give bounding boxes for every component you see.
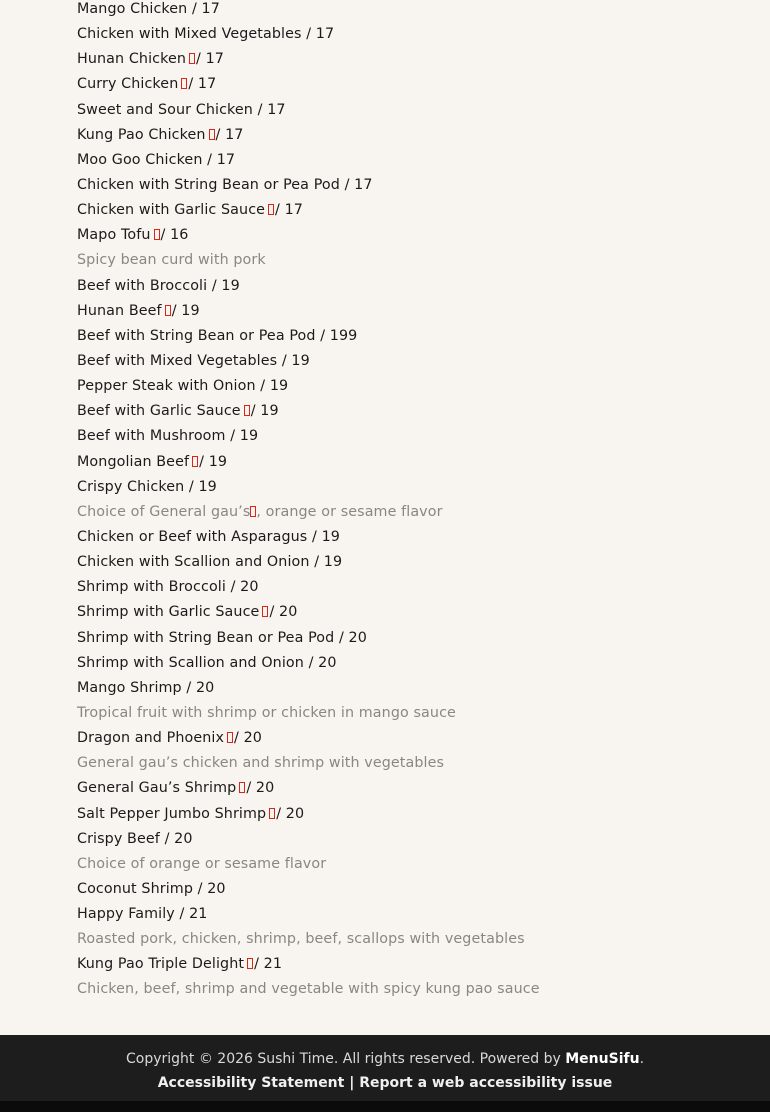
price-separator: / xyxy=(191,1,202,17)
price-separator: / xyxy=(171,302,182,319)
menu-item xyxy=(77,324,757,349)
menu-item-description xyxy=(77,500,757,525)
pepper-icon xyxy=(192,456,198,467)
menu-item-name: Hunan Chicken xyxy=(77,51,187,68)
price-separator: / xyxy=(306,26,316,43)
menu-item xyxy=(77,299,757,324)
menu-item-price: 19 xyxy=(260,403,279,420)
menu-item xyxy=(77,651,757,676)
menu-item-price: 20 xyxy=(285,805,305,822)
footer-separator: | xyxy=(344,1075,360,1091)
menu-item-name: Chicken or Beef with Asparagus xyxy=(77,528,308,545)
description-text: Roasted pork, chicken, shrimp, beef, scallops with vegetables xyxy=(77,931,525,948)
bottom-strip xyxy=(0,1101,770,1112)
menu-item-price: 19 xyxy=(181,302,200,319)
price-separator: / xyxy=(160,227,171,244)
menu-item-name: Kung Pao Chicken xyxy=(77,126,206,143)
menu-item xyxy=(77,274,757,299)
menu-item-name: Beef with Broccoli xyxy=(77,277,208,294)
price-separator: / xyxy=(230,579,241,596)
menu-item-name: Shrimp with String Bean or Pea Pod xyxy=(77,629,335,646)
menu-item xyxy=(77,72,757,97)
menu-item-name: Beef with String Bean or Pea Pod xyxy=(77,327,316,344)
menu-item-name: Pepper Steak with Onion xyxy=(77,378,256,395)
pepper-icon xyxy=(209,129,215,140)
menu-item-name: Chicken with String Bean or Pea Pod xyxy=(77,176,340,193)
menu-item-price: 199 xyxy=(329,327,358,344)
price-separator: / xyxy=(308,654,319,671)
pepper-icon xyxy=(189,53,195,64)
menu-item-description xyxy=(77,701,757,726)
menu-item-price: 17 xyxy=(197,76,217,93)
menu-item-price: 20 xyxy=(243,730,263,747)
menu-item-price: 20 xyxy=(348,629,367,646)
menu-item-name: Mapo Tofu xyxy=(77,227,151,244)
pepper-icon xyxy=(165,305,171,316)
menu-item-price: 20 xyxy=(174,830,193,847)
menu-item-price: 17 xyxy=(216,151,236,168)
menu-item xyxy=(77,123,757,148)
menu-item xyxy=(77,374,757,399)
menu-item-name: Kung Pao Triple Delight xyxy=(77,956,245,973)
copyright-period: . xyxy=(639,1051,645,1067)
price-separator: / xyxy=(179,906,190,923)
menu-item xyxy=(77,349,757,374)
menu-item-name: Hunan Beef xyxy=(77,302,162,319)
menu-item-price: 19 xyxy=(208,453,228,470)
menu-item-name: Dragon and Phoenix xyxy=(77,730,225,747)
menu-item-name: Chicken with Garlic Sauce xyxy=(77,202,266,219)
menu-item-price: 21 xyxy=(189,906,208,923)
menu-item-price: 19 xyxy=(291,352,310,369)
menu-item xyxy=(77,902,757,927)
menu-item-name: Mongolian Beef xyxy=(77,453,190,470)
menu-item-name: Shrimp with Garlic Sauce xyxy=(77,604,260,621)
menu-item xyxy=(77,776,757,801)
menu-item xyxy=(77,198,757,223)
menu-item-price: 17 xyxy=(284,202,304,219)
price-separator: / xyxy=(314,554,324,571)
pepper-icon xyxy=(227,732,233,743)
menu-item-name: Beef with Garlic Sauce xyxy=(77,403,241,420)
description-text: Tropical fruit with shrimp or chicken in mango sauce xyxy=(77,704,456,721)
menu-item xyxy=(77,450,757,475)
description-text: Choice of General gau’s xyxy=(77,503,251,520)
price-separator: / xyxy=(276,805,286,822)
menusifu-link[interactable]: MenuSifu xyxy=(565,1051,640,1067)
menu-item-name: Crispy Chicken xyxy=(77,478,185,495)
price-separator: / xyxy=(211,277,222,294)
menu-item xyxy=(77,676,757,701)
menu-item-price: 17 xyxy=(267,101,286,118)
menu-item-description xyxy=(77,927,757,952)
price-separator: / xyxy=(196,51,206,68)
menu-item-price: 19 xyxy=(221,277,240,294)
price-separator: / xyxy=(188,76,198,93)
pepper-icon xyxy=(269,808,275,819)
menu-item-price: 17 xyxy=(354,176,373,193)
menu-item-price: 20 xyxy=(195,679,215,696)
menu-item xyxy=(77,173,757,198)
menu-item xyxy=(77,399,757,424)
menu-item xyxy=(77,827,757,852)
menu-item-price: 19 xyxy=(198,478,217,495)
menu-item-description xyxy=(77,751,757,776)
price-separator: / xyxy=(275,202,285,219)
price-separator: / xyxy=(338,629,349,646)
menu-list xyxy=(77,0,757,1003)
menu-item-price: 20 xyxy=(318,654,337,671)
description-text: General gau’s chicken and shrimp with vegetables xyxy=(77,755,445,772)
menu-item-description xyxy=(77,248,757,273)
pepper-icon xyxy=(247,958,253,969)
menu-item xyxy=(77,525,757,550)
menu-item-price: 17 xyxy=(205,51,225,68)
price-separator: / xyxy=(312,528,322,545)
menu-item-name: Beef with Mushroom xyxy=(77,428,226,445)
menu-item-price: 20 xyxy=(255,780,275,797)
pepper-icon xyxy=(262,606,268,617)
menu-item xyxy=(77,98,757,123)
menu-item-name: Mango Chicken xyxy=(77,1,188,17)
menu-item-price: 19 xyxy=(323,554,343,571)
menu-item xyxy=(77,475,757,500)
pepper-icon xyxy=(244,405,250,416)
pepper-icon xyxy=(268,204,274,215)
pepper-icon xyxy=(181,78,187,89)
price-separator: / xyxy=(254,956,264,973)
price-separator: / xyxy=(344,176,355,193)
menu-item xyxy=(77,424,757,449)
accessibility-line xyxy=(0,1075,770,1091)
menu-item-name: Shrimp with Broccoli xyxy=(77,579,226,596)
price-separator: / xyxy=(188,478,199,495)
price-separator: / xyxy=(234,730,244,747)
menu-item-name: Shrimp with Scallion and Onion xyxy=(77,654,304,671)
menu-item xyxy=(77,726,757,751)
price-separator: / xyxy=(199,453,209,470)
menu-item xyxy=(77,877,757,902)
price-separator: / xyxy=(215,126,226,143)
menu-item-price: 19 xyxy=(239,428,259,445)
menu-item xyxy=(77,802,757,827)
menu-item-name: Moo Goo Chicken xyxy=(77,151,203,168)
menu-item-price: 20 xyxy=(207,880,226,897)
menu-item-price: 16 xyxy=(170,227,189,244)
menu-item xyxy=(77,952,757,977)
menu-item xyxy=(77,550,757,575)
menu-item-name: Sweet and Sour Chicken xyxy=(77,101,253,118)
menu-item-name: Chicken with Mixed Vegetables xyxy=(77,26,302,43)
menu-item-name: Happy Family xyxy=(77,906,175,923)
copyright-line xyxy=(0,1051,770,1067)
pepper-icon xyxy=(239,782,245,793)
menu-item xyxy=(77,0,757,22)
price-separator: / xyxy=(250,403,261,420)
menu-item xyxy=(77,223,757,248)
menu-item-price: 20 xyxy=(279,604,298,621)
report-accessibility-issue-link[interactable]: Report a web accessibility issue xyxy=(359,1075,613,1091)
pepper-icon xyxy=(154,229,160,240)
menu-item xyxy=(77,600,757,625)
menu-item-name: Coconut Shrimp xyxy=(77,880,193,897)
price-separator: / xyxy=(186,679,196,696)
menu-item-price: 19 xyxy=(269,378,289,395)
menu-item-name: Beef with Mixed Vegetables xyxy=(77,352,278,369)
menu-item xyxy=(77,148,757,173)
menu-item-name: Salt Pepper Jumbo Shrimp xyxy=(77,805,267,822)
price-separator: / xyxy=(230,428,240,445)
price-separator: / xyxy=(257,101,268,118)
menu-item-price: 17 xyxy=(225,126,244,143)
price-separator: / xyxy=(207,151,217,168)
menu-item-price: 19 xyxy=(321,528,340,545)
menu-item-price: 20 xyxy=(240,579,259,596)
price-separator: / xyxy=(197,880,208,897)
description-text-after: , orange or sesame flavor xyxy=(256,503,443,520)
price-separator: / xyxy=(281,352,292,369)
description-text: Choice of orange or sesame flavor xyxy=(77,855,327,872)
footer xyxy=(0,1035,770,1101)
menu-item-description xyxy=(77,977,757,1002)
price-separator: / xyxy=(246,780,256,797)
menu-item-price: 21 xyxy=(263,956,283,973)
menu-item-price: 17 xyxy=(315,26,335,43)
menu-item-price: 17 xyxy=(201,1,220,17)
menu-item-description xyxy=(77,852,757,877)
menu-item xyxy=(77,22,757,47)
accessibility-statement-link[interactable]: Accessibility Statement xyxy=(157,1075,345,1091)
price-separator: / xyxy=(164,830,175,847)
description-text: Spicy bean curd with pork xyxy=(77,252,266,269)
menu-item xyxy=(77,47,757,72)
price-separator: / xyxy=(269,604,279,621)
menu-item-name: General Gau’s Shrimp xyxy=(77,780,237,797)
description-text: Chicken, beef, shrimp and vegetable with spicy kung pao sauce xyxy=(77,981,540,998)
menu-item xyxy=(77,575,757,600)
menu-item-name: Mango Shrimp xyxy=(77,679,182,696)
copyright-text: Copyright © 2026 Sushi Time. All rights reserved. Powered by xyxy=(125,1051,566,1067)
menu-item xyxy=(77,626,757,651)
menu-item-name: Curry Chicken xyxy=(77,76,179,93)
menu-item-name: Chicken with Scallion and Onion xyxy=(77,554,310,571)
menu-item-name: Crispy Beef xyxy=(77,830,160,847)
price-separator: / xyxy=(320,327,330,344)
price-separator: / xyxy=(260,378,270,395)
